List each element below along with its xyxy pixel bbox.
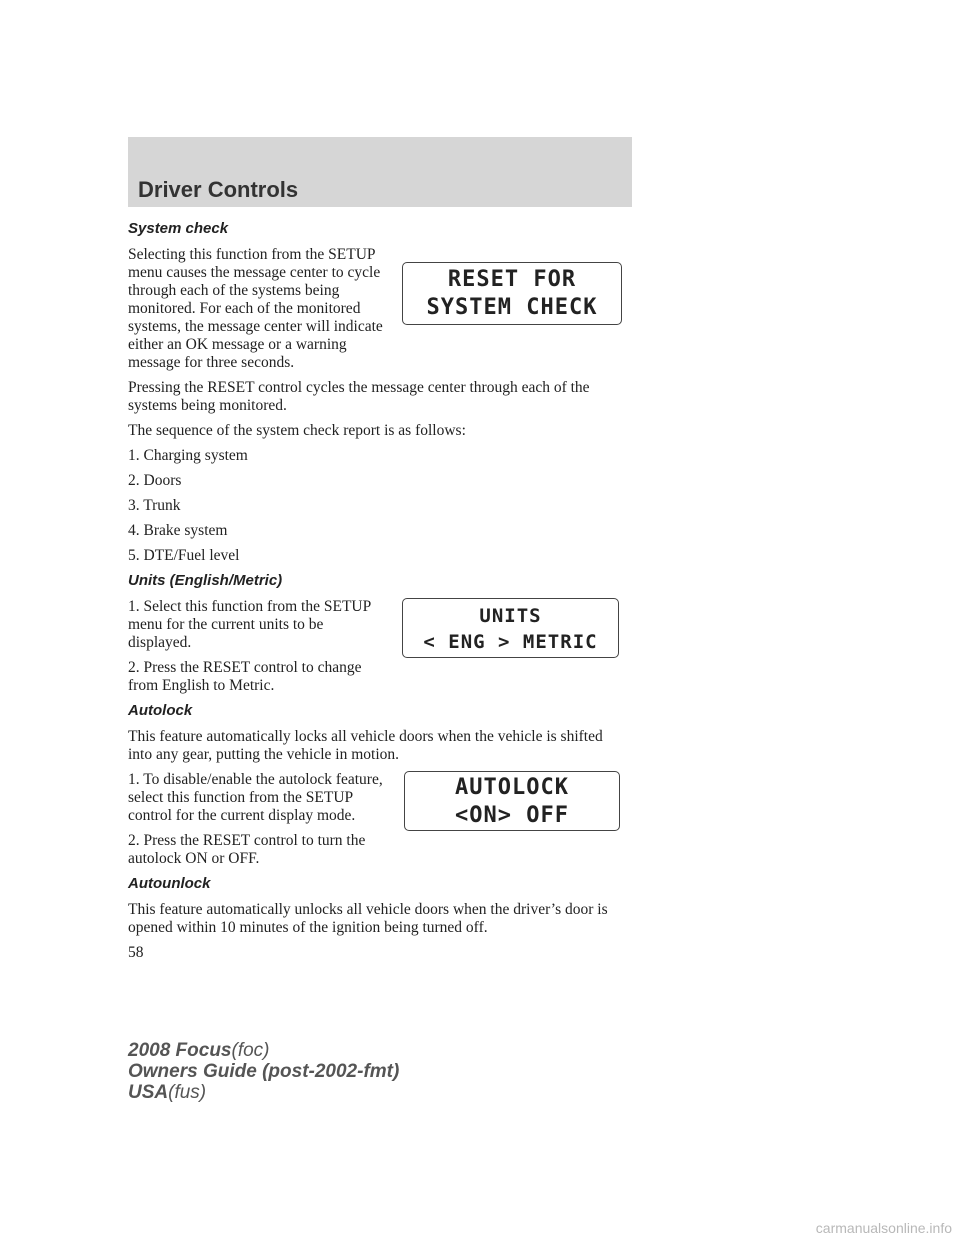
footer-model: 2008 Focus <box>128 1040 232 1061</box>
units-step-2: 2. Press the RESET control to change from English to Metric. <box>128 659 362 694</box>
units-step-1: 1. Select this function from the SETUP menu for the current units to be displayed. <box>128 598 371 651</box>
units-heading: Units (English/Metric) <box>128 572 283 589</box>
footer-market-code: (fus) <box>168 1082 207 1103</box>
system-check-intro: Selecting this function from the SETUP menu causes the message center to cycle through each of the systems being monitored. For each of the monitored systems, the message center will indicate either an OK message or a warning message for three seconds. <box>128 246 383 371</box>
autolock-display <box>404 771 620 831</box>
watermark: carmanualsonline.info <box>815 1220 952 1236</box>
autolock-heading: Autolock <box>128 702 193 719</box>
display-line-1: RESET FOR <box>447 267 577 292</box>
units-display <box>402 598 619 658</box>
document-footer <box>128 1040 399 1103</box>
page-content <box>128 220 628 944</box>
system-check-display <box>402 262 622 325</box>
autounlock-intro: This feature automatically unlocks all vehicle doors when the driver’s door is opened within 10 minutes of the ignition being turned off. <box>128 901 608 936</box>
autolock-step-1: 1. To disable/enable the autolock feature, select this function from the SETUP control for the current display mode. <box>128 771 383 824</box>
display-line-2: <ON> OFF <box>455 803 569 828</box>
footer-guide: Owners Guide (post-2002-fmt) <box>128 1061 400 1082</box>
footer-model-code: (foc) <box>231 1040 270 1061</box>
display-line-1: AUTOLOCK <box>455 775 569 800</box>
system-check-block <box>128 246 628 372</box>
system-check-pressing: Pressing the RESET control cycles the message center through each of the systems being monitored. <box>128 379 590 414</box>
autolock-block <box>128 771 628 868</box>
display-line-2: SYSTEM CHECK <box>426 295 598 320</box>
footer-market: USA <box>128 1082 169 1103</box>
sequence-intro: The sequence of the system check report is as follows: <box>128 422 466 439</box>
list-item: 3. Trunk <box>128 497 181 514</box>
list-item: 2. Doors <box>128 472 182 489</box>
autolock-intro: This feature automatically locks all vehicle doors when the vehicle is shifted into any gear, putting the vehicle in motion. <box>128 728 603 763</box>
autounlock-heading: Autounlock <box>128 875 211 892</box>
display-line-1: UNITS <box>479 605 542 627</box>
section-title: Driver Controls <box>138 177 299 202</box>
system-check-heading: System check <box>128 220 229 237</box>
section-header-band <box>128 137 632 207</box>
autolock-step-2: 2. Press the RESET control to turn the autolock ON or OFF. <box>128 832 366 867</box>
display-line-2: < ENG > METRIC <box>423 631 598 653</box>
list-item: 4. Brake system <box>128 522 228 539</box>
list-item: 5. DTE/Fuel level <box>128 547 240 564</box>
units-block <box>128 598 628 695</box>
list-item: 1. Charging system <box>128 447 248 464</box>
page-number: 58 <box>128 944 144 961</box>
